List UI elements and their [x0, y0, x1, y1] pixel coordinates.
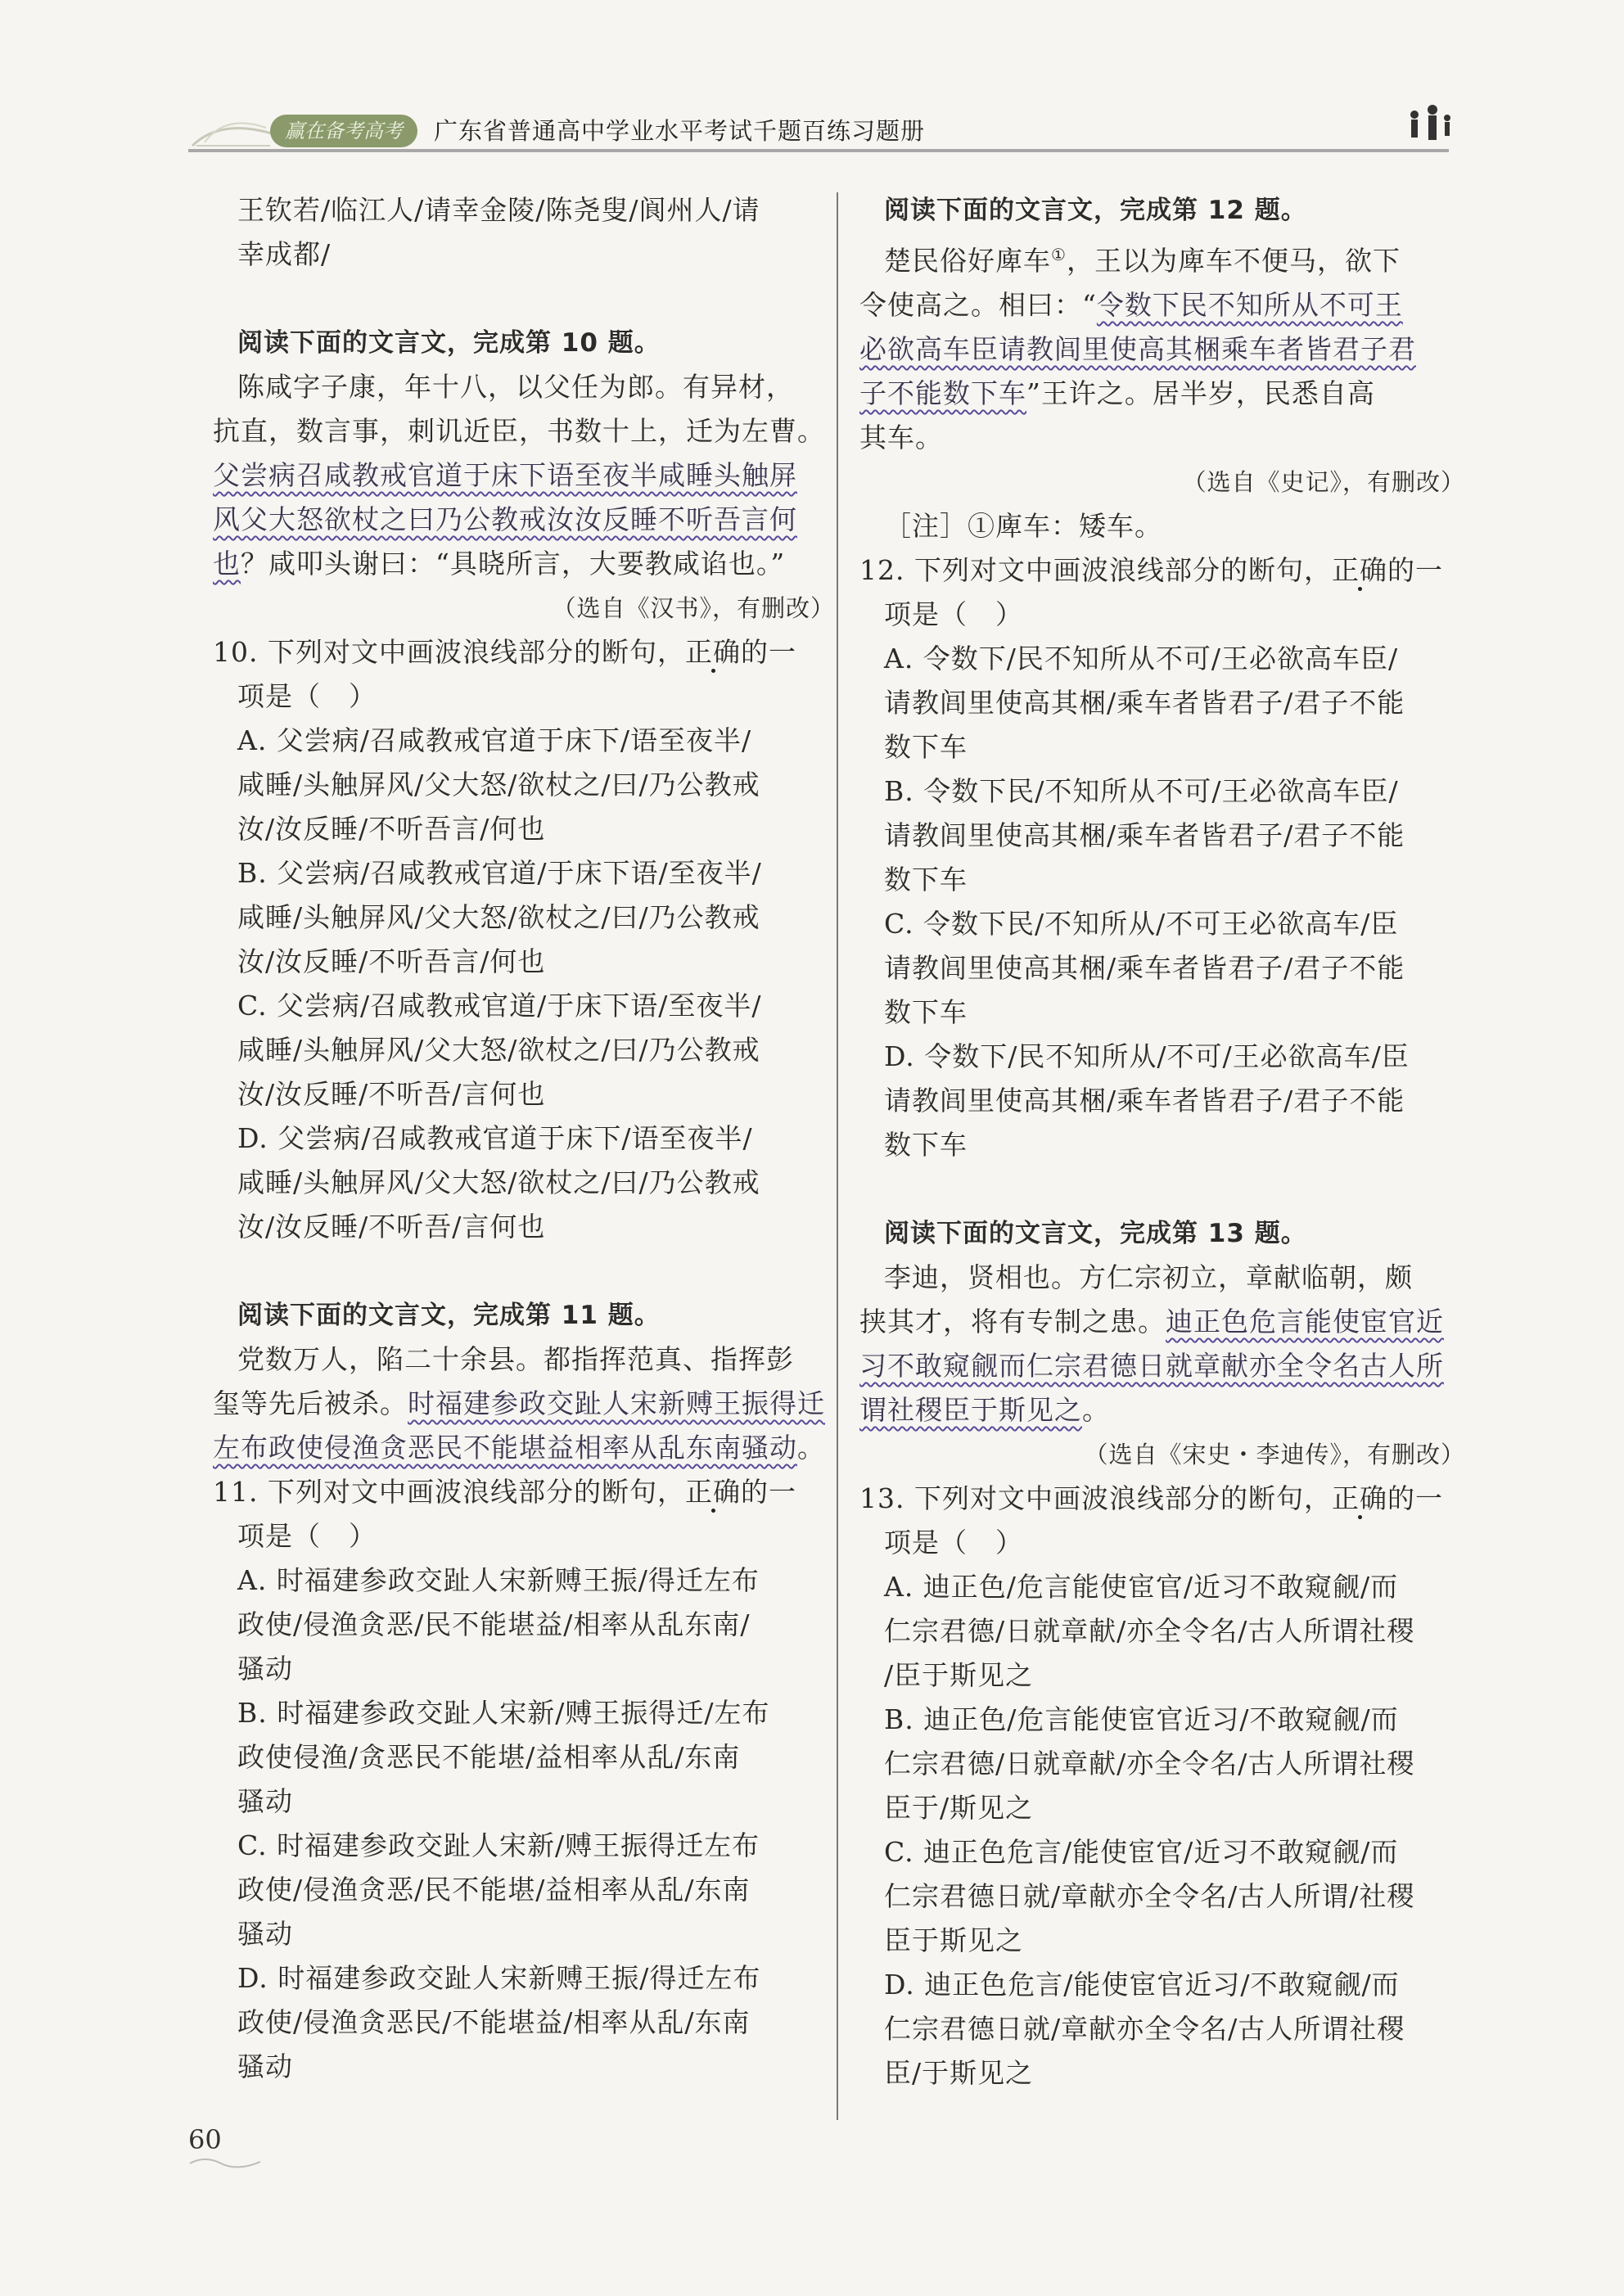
- option-a-cont: /臣于斯见之: [884, 1659, 1034, 1691]
- option-a-cont: 仁宗君德/日就章献/亦全令名/古人所谓社稷: [884, 1615, 1415, 1647]
- left-column: [213, 188, 835, 2089]
- option-a-cont: 数下车: [884, 731, 968, 763]
- question-11: [213, 1470, 835, 2089]
- passage-12-source: （选自《史记》，有删改）: [1182, 468, 1465, 496]
- passage-10: [213, 365, 835, 586]
- option-d-cont: 政使/侵渔贪恶民/不能堪益/相率从乱/东南: [237, 2006, 751, 2038]
- passage-13: [859, 1256, 1465, 1432]
- passage-12-line: 子不能数下车”王许之。居半岁，民悉自高: [859, 377, 1375, 409]
- passage-13-heading: 阅读下面的文言文，完成第 13 题。: [884, 1219, 1307, 1248]
- option-b[interactable]: B. 时福建参政交趾人宋新/赙王振得迁/左布: [237, 1697, 770, 1729]
- option-a-cont: 汝/汝反睡/不听吾言/何也: [237, 813, 546, 845]
- option-b-cont: 咸睡/头触屏风/父大怒/欲杖之/曰/乃公教戒: [237, 901, 760, 933]
- option-b[interactable]: B. 父尝病/召咸教戒官道/于床下语/至夜半/: [237, 857, 762, 889]
- passage-10-line: 父尝病召咸教戒官道于床下语至夜半咸睡头触屏: [213, 459, 797, 491]
- passage-10-heading: 阅读下面的文言文，完成第 10 题。: [237, 328, 661, 358]
- option-a[interactable]: A. 父尝病/召咸教戒官道于床下/语至夜半/: [237, 724, 752, 756]
- footer-ornament-icon: [188, 2155, 262, 2170]
- option-c[interactable]: C. 令数下民/不知所从/不可王必欲高车/臣: [884, 908, 1399, 940]
- option-a[interactable]: A. 时福建参政交趾人宋新赙王振/得迁左布: [237, 1564, 760, 1596]
- question-13: [859, 1477, 1465, 2095]
- option-b-cont: 仁宗君德/日就章献/亦全令名/古人所谓社稷: [884, 1748, 1415, 1780]
- series-badge: 赢在备考高考: [270, 115, 417, 147]
- option-b-cont: 政使侵渔/贪恶民不能堪/益相率从乱/东南: [237, 1741, 741, 1773]
- option-c-cont: 汝/汝反睡/不听吾/言何也: [237, 1078, 546, 1110]
- option-d-cont: 咸睡/头触屏风/父大怒/欲杖之/曰/乃公教戒: [237, 1166, 760, 1198]
- option-a-cont: 骚动: [237, 1653, 293, 1685]
- passage-12-heading: 阅读下面的文言文，完成第 12 题。: [884, 196, 1307, 225]
- option-b-cont: 请教闾里使高其梱/乘车者皆君子/君子不能: [884, 819, 1405, 851]
- option-d-cont: 仁宗君德日就/章献亦全令名/古人所谓社稷: [884, 2013, 1405, 2045]
- passage-11-line: 党数万人，陷二十余县。都指挥范真、指挥彭: [237, 1343, 794, 1375]
- option-d[interactable]: D. 父尝病/召咸教戒官道于床下/语至夜半/: [237, 1122, 753, 1154]
- option-a-cont: 请教闾里使高其梱/乘车者皆君子/君子不能: [884, 687, 1405, 719]
- passage-10-line: 风父大怒欲杖之曰乃公教戒汝汝反睡不听吾言何: [213, 503, 797, 535]
- option-b-cont: 臣于/斯见之: [884, 1792, 1034, 1824]
- page-number: 60: [188, 2124, 222, 2155]
- option-c-cont: 臣于斯见之: [884, 1924, 1023, 1956]
- option-d[interactable]: D. 迪正色危言/能使宦官近习/不敢窥觎/而: [884, 1969, 1400, 2001]
- option-c-cont: 骚动: [237, 1918, 293, 1950]
- passage-12: [859, 232, 1465, 460]
- question-12: [859, 548, 1465, 1167]
- question-10-stem: 10. 下列对文中画波浪线部分的断句，正确的一: [213, 636, 796, 668]
- passage-12-line: 其车。: [859, 422, 943, 453]
- option-b-cont: 汝/汝反睡/不听吾言/何也: [237, 945, 546, 977]
- page-footer: [188, 2124, 262, 2173]
- question-13-stem-cont: 项是（ ）: [884, 1527, 1023, 1558]
- option-c[interactable]: C. 迪正色危言/能使宦官/近习不敢窥觎/而: [884, 1836, 1399, 1868]
- right-column: [859, 188, 1465, 2095]
- option-a-cont: 政使/侵渔贪恶/民不能堪益/相率从乱东南/: [237, 1608, 751, 1640]
- option-b-cont: 骚动: [237, 1785, 293, 1817]
- option-b[interactable]: B. 迪正色/危言能使宦官近习/不敢窥觎/而: [884, 1703, 1399, 1735]
- passage-10-line: 也？咸叩头谢曰：“具晓所言，大要教咸谄也。”: [213, 548, 786, 580]
- header-rule: [188, 149, 1449, 152]
- passage-11-heading: 阅读下面的文言文，完成第 11 题。: [237, 1301, 661, 1330]
- passage-11: [213, 1337, 835, 1470]
- option-d-cont: 汝/汝反睡/不听吾/言何也: [237, 1211, 546, 1243]
- option-b-cont: 数下车: [884, 864, 968, 895]
- question-10: [213, 630, 835, 1249]
- option-c-cont: 数下车: [884, 996, 968, 1028]
- question-10-stem-cont: 项是（ ）: [237, 680, 377, 712]
- column-divider: [837, 192, 838, 2120]
- option-d-cont: 骚动: [237, 2050, 293, 2082]
- option-a[interactable]: A. 令数下/民不知所从不可/王必欲高车臣/: [884, 643, 1399, 674]
- passage-13-line: 李迪，贤相也。方仁宗初立，章献临朝，颇: [884, 1261, 1413, 1293]
- option-c[interactable]: C. 时福建参政交趾人宋新/赙王振得迁左布: [237, 1829, 760, 1861]
- passage-11-line: 左布政使侵渔贪恶民不能堪益相率从乱东南骚动。: [213, 1432, 825, 1464]
- question-12-stem-cont: 项是（ ）: [884, 598, 1023, 630]
- continued-line-1: 王钦若/临江人/请幸金陵/陈尧叟/阆州人/请: [237, 194, 760, 226]
- option-c-cont: 政使/侵渔贪恶/民不能堪/益相率从乱/东南: [237, 1874, 751, 1906]
- leaf-decoration-icon: [188, 110, 278, 149]
- passage-13-line: 谓社稷臣于斯见之。: [859, 1394, 1110, 1426]
- option-c-cont: 请教闾里使高其梱/乘车者皆君子/君子不能: [884, 952, 1405, 984]
- passage-10-line: 陈咸字子康，年十八，以父任为郎。有异材，: [237, 371, 794, 403]
- passage-13-line: 挟其才，将有专制之患。迪正色危言能使宦官近: [859, 1306, 1444, 1337]
- option-d-cont: 请教闾里使高其梱/乘车者皆君子/君子不能: [884, 1085, 1405, 1116]
- option-b[interactable]: B. 令数下民/不知所从不可/王必欲高车臣/: [884, 775, 1399, 807]
- passage-12-line: 必欲高车臣请教闾里使高其梱乘车者皆君子君: [859, 333, 1416, 365]
- passage-10-source: （选自《汉书》，有删改）: [552, 594, 835, 622]
- option-d-cont: 臣/于斯见之: [884, 2057, 1034, 2089]
- passage-11-line: 玺等先后被杀。时福建参政交趾人宋新赙王振得迁: [213, 1387, 825, 1419]
- option-c-cont: 咸睡/头触屏风/父大怒/欲杖之/曰/乃公教戒: [237, 1034, 760, 1066]
- continued-line-2: 幸成都/: [237, 238, 332, 270]
- question-13-stem: 13. 下列对文中画波浪线部分的断句，正确的一: [859, 1482, 1443, 1514]
- book-title: 广东省普通高中学业水平考试千题百练习题册: [434, 117, 926, 145]
- passage-13-line: 习不敢窥觎而仁宗君德日就章献亦全令名古人所: [859, 1350, 1444, 1382]
- option-d[interactable]: D. 时福建参政交趾人宋新赙王振/得迁左布: [237, 1962, 761, 1994]
- option-a-cont: 咸睡/头触屏风/父大怒/欲杖之/曰/乃公教戒: [237, 769, 760, 801]
- passage-12-note: ［注］①庳车：矮车。: [884, 510, 1162, 542]
- people-figures-icon: [1400, 105, 1457, 154]
- page-header: [188, 105, 1449, 154]
- option-a[interactable]: A. 迪正色/危言能使宦官/近习不敢窥觎/而: [884, 1571, 1399, 1603]
- passage-10-line: 抗直，数言事，刺讥近臣，书数十上，迁为左曹。: [213, 415, 825, 447]
- question-11-stem-cont: 项是（ ）: [237, 1520, 377, 1552]
- question-11-stem: 11. 下列对文中画波浪线部分的断句，正确的一: [213, 1476, 796, 1508]
- passage-13-source: （选自《宋史・李迪传》，有删改）: [1084, 1441, 1465, 1468]
- option-c[interactable]: C. 父尝病/召咸教戒官道/于床下语/至夜半/: [237, 990, 762, 1022]
- question-12-stem: 12. 下列对文中画波浪线部分的断句，正确的一: [859, 554, 1443, 586]
- option-d-cont: 数下车: [884, 1129, 968, 1161]
- passage-12-line: 楚民俗好庳车①，王以为庳车不便马，欲下: [884, 245, 1401, 277]
- option-d[interactable]: D. 令数下/民不知所从/不可/王必欲高车/臣: [884, 1040, 1410, 1072]
- option-c-cont: 仁宗君德日就/章献亦全令名/古人所谓/社稷: [884, 1880, 1415, 1912]
- passage-12-line: 令使高之。相曰：“令数下民不知所从不可王: [859, 289, 1403, 321]
